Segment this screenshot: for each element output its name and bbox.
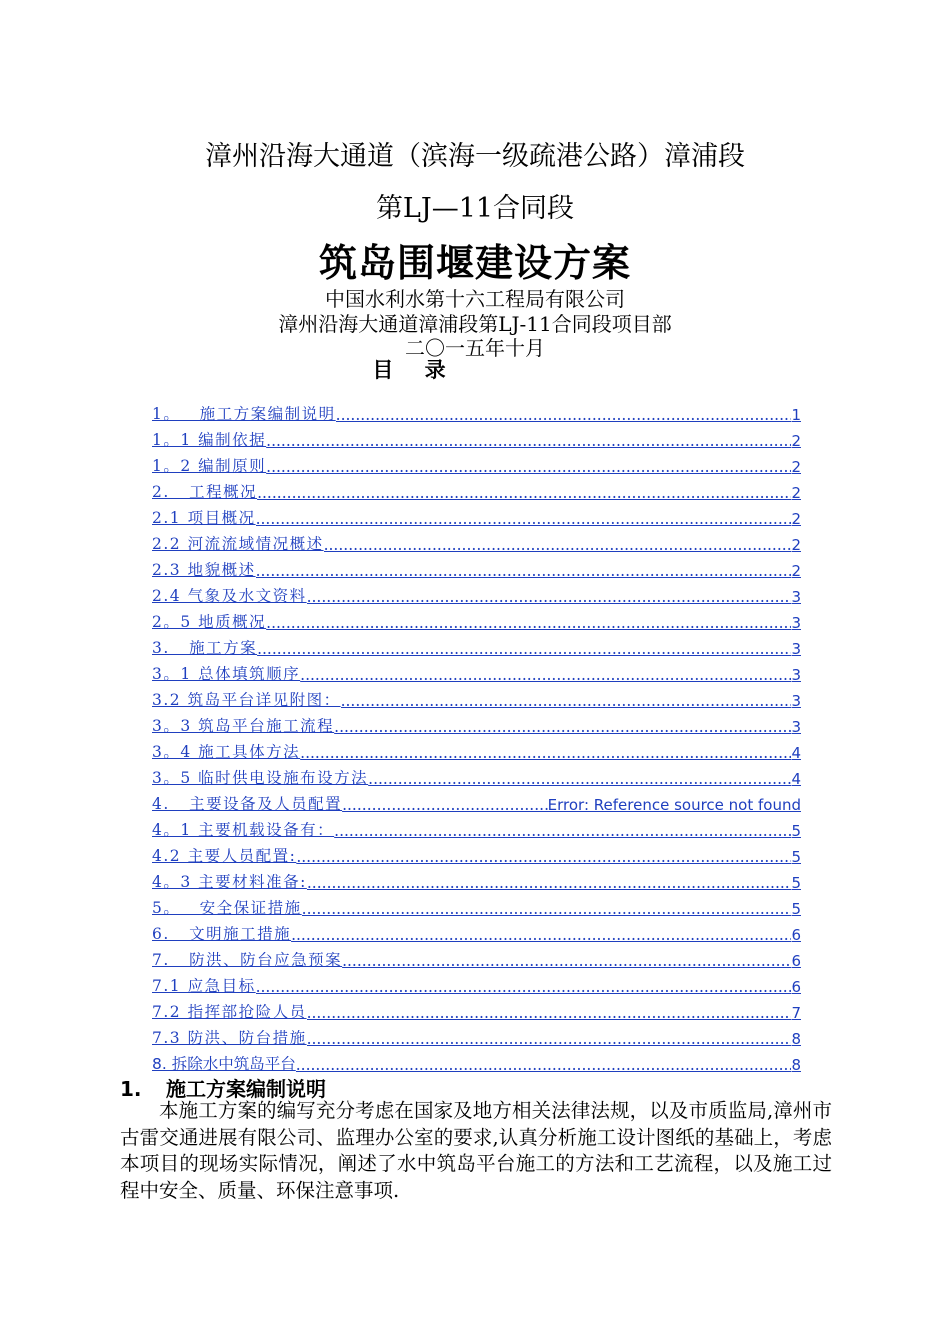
toc-page-number: 5	[791, 900, 801, 918]
toc-dot-leader	[266, 614, 791, 632]
toc-page-number: 3	[791, 588, 801, 606]
toc-page-number: 3	[791, 718, 801, 736]
toc-page-number: 2	[791, 484, 801, 502]
toc-entry-link[interactable]	[152, 580, 801, 606]
toc-dot-leader	[300, 666, 791, 684]
toc-entry-link[interactable]	[152, 710, 801, 736]
toc-entry-label: 4。1 主要机载设备有：	[152, 821, 335, 839]
toc-entry-label: 7.3 防洪、防台措施	[152, 1029, 307, 1047]
toc-entry-link[interactable]	[152, 684, 801, 710]
toc-dot-leader	[266, 432, 791, 450]
document-title-line2: 第LJ—11合同段	[375, 193, 575, 224]
toc-entry-link[interactable]	[152, 476, 801, 502]
toc-dot-leader	[266, 458, 791, 476]
toc-page-number: 8	[791, 1030, 801, 1048]
section-paragraph: 本施工方案的编写充分考虑在国家及地方相关法律法规，以及市质监局,漳州市古雷交通进展有限公司、监理办公室的要求,认真分析施工设计图纸的基础上，考虑本项目的现场实际情况，阐述了水中筑岛平台施工的方法和工艺流程，以及施工过程中安全、质量、环保注意事项.	[120, 1099, 832, 1202]
toc-entry-label: 4. 主要设备及人员配置	[152, 795, 343, 813]
toc-entry-link[interactable]	[152, 424, 801, 450]
toc-entry-label: 6. 文明施工措施	[152, 925, 292, 943]
toc-entry-label: 7.2 指挥部抢险人员	[152, 1003, 307, 1021]
toc-page-number: 6	[791, 952, 801, 970]
toc-page-number: 3	[791, 692, 801, 710]
toc-entry-label: 7.1 应急目标	[152, 977, 256, 995]
toc-dot-leader	[257, 484, 791, 502]
document-title-line1: 漳州沿海大通道（滨海一级疏港公路）漳浦段	[205, 141, 745, 172]
toc-page-number: 4	[791, 744, 801, 762]
toc-entry-label: 2.3 地貌概述	[152, 561, 256, 579]
toc-entry-label: 4。3 主要材料准备:	[152, 873, 307, 891]
toc-entry-label: 2.4 气象及水文资料	[152, 587, 307, 605]
toc-page-number: 8	[791, 1056, 801, 1074]
toc-page-number: 5	[791, 848, 801, 866]
toc-dot-leader	[257, 640, 791, 658]
toc-entry-link[interactable]	[152, 866, 801, 892]
toc-dot-leader	[334, 718, 791, 736]
toc-dot-leader	[256, 562, 792, 580]
toc-entry-link[interactable]	[152, 944, 801, 970]
toc-dot-leader	[342, 952, 791, 970]
toc-page-number: 2	[791, 510, 801, 528]
toc-entry-label: 3。1 总体填筑顺序	[152, 665, 301, 683]
toc-entry-label: 5。 安全保证措施	[152, 899, 302, 917]
toc-dot-leader	[334, 822, 791, 840]
toc-entry-link[interactable]	[152, 1022, 801, 1048]
toc-entry-label: 3。4 施工具体方法	[152, 743, 301, 761]
toc-entry-link[interactable]	[152, 970, 801, 996]
toc-page-number: 2	[791, 432, 801, 450]
toc-page-number: 2	[791, 562, 801, 580]
toc-entry-link[interactable]	[152, 996, 801, 1022]
toc-entry-link[interactable]	[152, 788, 801, 814]
toc-dot-leader	[291, 926, 791, 944]
toc-entry-link[interactable]	[152, 632, 801, 658]
toc-dot-leader	[307, 1030, 792, 1048]
toc-dot-leader	[300, 744, 791, 762]
toc-entry-link[interactable]	[152, 1048, 801, 1074]
toc-page-number: 1	[791, 406, 801, 424]
toc-entry-label: 2.1 项目概况	[152, 509, 256, 527]
main-title: 筑岛围堰建设方案	[318, 241, 631, 285]
toc-entry-label: 4.2 主要人员配置:	[152, 847, 297, 865]
toc-entry-link[interactable]	[152, 528, 801, 554]
toc-entry-label: 2. 工程概况	[152, 483, 258, 501]
toc-entry-label: 2.2 河流流域情况概述	[152, 535, 324, 553]
toc-page-number: 3	[791, 666, 801, 684]
toc-dot-leader	[307, 588, 792, 606]
toc-entry-label: 8. 拆除水中筑岛平台	[152, 1055, 296, 1073]
toc-entry-link[interactable]	[152, 606, 801, 632]
organization-name: 中国水利水第十六工程局有限公司	[325, 287, 625, 311]
toc-entry-label: 1。 施工方案编制说明	[152, 405, 336, 423]
section-title: 施工方案编制说明	[166, 1077, 326, 1101]
toc-entry-link[interactable]	[152, 918, 801, 944]
toc-dot-leader	[341, 692, 792, 710]
toc-dot-leader	[256, 978, 792, 996]
toc-page-number: 3	[791, 640, 801, 658]
table-of-contents	[152, 398, 801, 1074]
toc-entry-link[interactable]	[152, 450, 801, 476]
toc-dot-leader	[296, 848, 791, 866]
toc-page-number: 2	[791, 536, 801, 554]
toc-dot-leader	[256, 510, 792, 528]
toc-page-number: 6	[791, 926, 801, 944]
toc-entry-link[interactable]	[152, 892, 801, 918]
toc-heading: 目 录	[372, 358, 458, 382]
toc-entry-label: 7. 防洪、防台应急预案	[152, 951, 343, 969]
toc-dot-leader	[296, 1056, 792, 1074]
toc-page-number: Error: Reference source not found	[547, 796, 801, 814]
toc-entry-link[interactable]	[152, 502, 801, 528]
toc-page-number: 5	[791, 874, 801, 892]
toc-entry-link[interactable]	[152, 762, 801, 788]
toc-page-number: 7	[791, 1004, 801, 1022]
toc-entry-label: 3。3 筑岛平台施工流程	[152, 717, 335, 735]
toc-entry-label: 1。2 编制原则	[152, 457, 267, 475]
toc-dot-leader	[336, 406, 792, 424]
toc-page-number: 3	[791, 614, 801, 632]
project-department: 漳州沿海大通道漳浦段第LJ-11合同段项目部	[278, 312, 672, 336]
section-number: 1.	[120, 1077, 142, 1101]
toc-entry-link[interactable]	[152, 398, 801, 424]
toc-entry-label: 1。1 编制依据	[152, 431, 267, 449]
toc-entry-link[interactable]	[152, 814, 801, 840]
toc-page-number: 5	[791, 822, 801, 840]
toc-page-number: 6	[791, 978, 801, 996]
toc-entry-link[interactable]	[152, 554, 801, 580]
toc-entry-label: 3。5 临时供电设施布设方法	[152, 769, 369, 787]
toc-entry-label: 3. 施工方案	[152, 639, 258, 657]
toc-dot-leader	[307, 874, 792, 892]
toc-page-number: 2	[791, 458, 801, 476]
toc-entry-link[interactable]	[152, 658, 801, 684]
document-date: 二〇一五年十月	[405, 336, 545, 360]
toc-page-number: 4	[791, 770, 801, 788]
toc-dot-leader	[307, 1004, 792, 1022]
toc-entry-label: 2。5 地质概况	[152, 613, 267, 631]
toc-dot-leader	[324, 536, 792, 554]
toc-dot-leader	[302, 900, 792, 918]
toc-entry-link[interactable]	[152, 736, 801, 762]
toc-dot-leader	[342, 796, 548, 814]
toc-dot-leader	[368, 770, 791, 788]
toc-entry-label: 3.2 筑岛平台详见附图：	[152, 691, 341, 709]
toc-entry-link[interactable]	[152, 840, 801, 866]
